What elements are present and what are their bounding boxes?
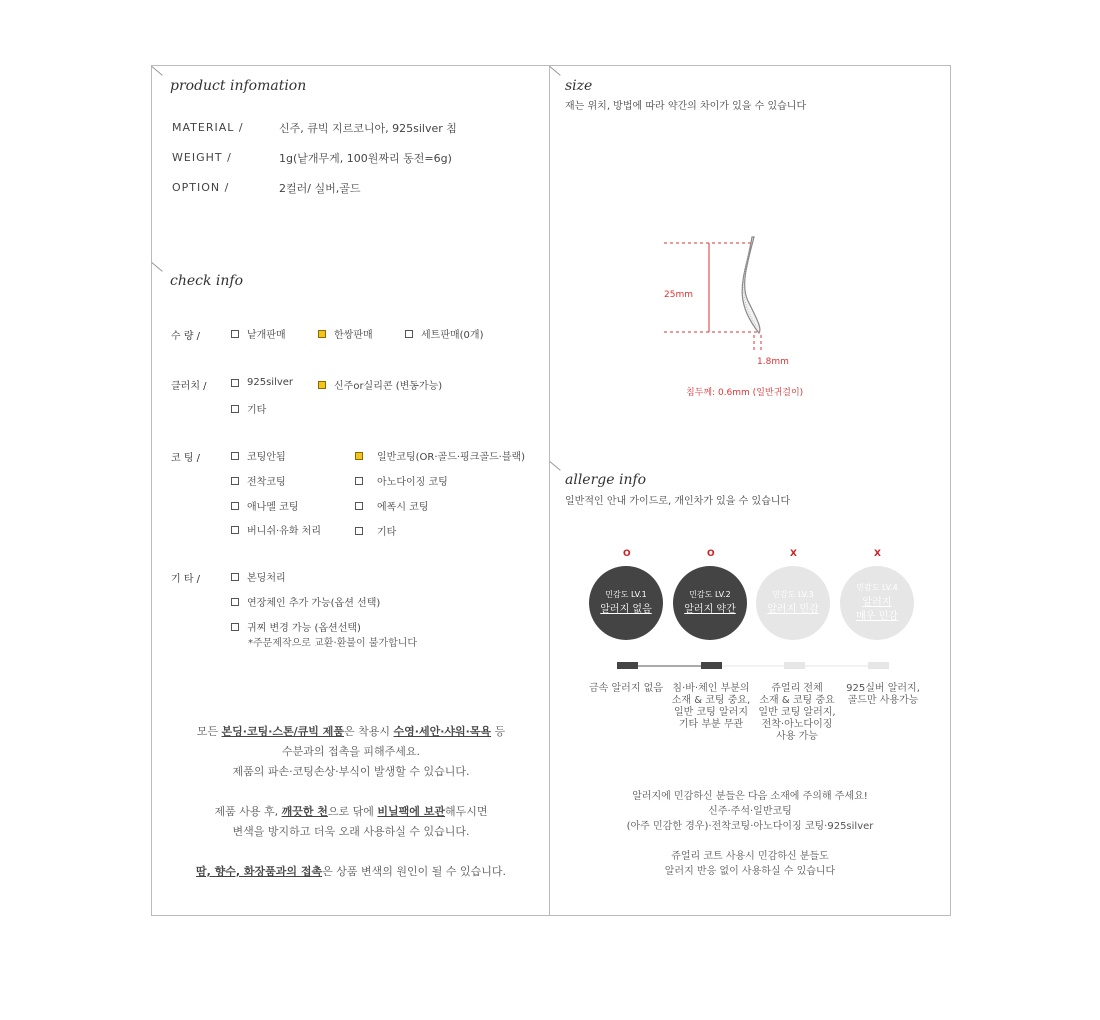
checkbox-icon	[355, 452, 363, 460]
warning-line: (아주 민감한 경우)·전착코팅·아노다이징 코팅·925silver	[626, 821, 874, 832]
custom-order-note: *주문제작으로 교환·환불이 불가합니다	[248, 638, 418, 649]
checkbox-icon	[231, 502, 239, 510]
checkbox-icon	[231, 598, 239, 606]
care-notice-1c: 제품의 파손·코팅손상·부식이 발생할 수 있습니다.	[232, 765, 470, 778]
level-desc: 알러지 민감	[767, 604, 819, 615]
detail-line: 일반 코팅 알러지	[674, 707, 748, 718]
allergy-title: allerge info	[565, 472, 647, 488]
option-label: OPTION /	[172, 181, 230, 194]
option-checkbox[interactable]	[355, 473, 448, 488]
level-desc: 매우 민감	[856, 611, 898, 622]
detail-line: 전착·아노다이징	[761, 719, 833, 730]
option-checkbox[interactable]	[405, 326, 483, 341]
level-1-detail	[584, 683, 668, 695]
option-checkbox[interactable]	[231, 619, 361, 634]
care-emphasis: 땀, 향수, 화장품과의 접촉	[196, 865, 323, 878]
checkbox-icon	[355, 477, 363, 485]
checkbox-icon	[405, 330, 413, 338]
detail-line: 골드만 사용가능	[847, 695, 919, 706]
height-dimension-label: 25mm	[664, 290, 693, 300]
option-checkbox[interactable]	[355, 448, 525, 463]
corner-notch	[549, 461, 560, 471]
jewelry-coat-tip	[550, 849, 950, 879]
weight-label: WEIGHT /	[172, 151, 232, 164]
detail-line: 쥬얼리 전체	[771, 683, 823, 694]
tip-line: 쥬얼리 코트 사용시 민감하신 분들도	[671, 851, 829, 862]
care-emphasis: 깨끗한 천	[281, 805, 328, 818]
allergy-subtitle: 일반적인 안내 가이드로, 개인차가 있을 수 있습니다	[565, 496, 791, 507]
detail-line: 925실버 알러지,	[846, 683, 920, 694]
care-notice-1	[151, 723, 551, 739]
checkbox-icon	[231, 379, 239, 387]
corner-notch	[151, 262, 162, 272]
care-text: 등	[491, 725, 506, 738]
tip-line: 알러지 반응 없이 사용하실 수 있습니다	[664, 866, 836, 877]
sensitivity-level-4	[840, 566, 914, 640]
corner-notch	[151, 66, 162, 76]
detail-line: 일반 코팅 알러지,	[758, 707, 836, 718]
level-mark: X	[874, 549, 881, 559]
allergy-warning	[550, 789, 950, 834]
option-label: 연장체인 추가 가능(옵션 선택)	[247, 598, 381, 609]
option-label: 버니쉬·유화 처리	[247, 526, 321, 537]
care-text: 해두시면	[445, 805, 488, 818]
material-label: MATERIAL /	[172, 121, 244, 134]
detail-line: 침·바·체인 부분의	[672, 683, 750, 694]
option-checkbox[interactable]	[231, 522, 321, 537]
care-notice-3	[151, 863, 551, 879]
post-label: 클러치 /	[171, 381, 207, 392]
option-checkbox[interactable]	[231, 473, 286, 488]
size-title: size	[565, 78, 593, 94]
care-text: 제품 사용 후,	[214, 805, 282, 818]
option-checkbox[interactable]	[231, 569, 286, 584]
level-label: 민감도 LV.4	[856, 583, 898, 592]
care-notice-1b: 수분과의 접촉을 피해주세요.	[281, 745, 420, 758]
level-mark: O	[707, 549, 715, 559]
option-checkbox[interactable]	[355, 523, 396, 538]
option-label: 본딩처리	[247, 573, 286, 584]
weight-value: 1g(낱개무게, 100원짜리 동전=6g)	[279, 152, 452, 165]
etc-label: 기 타 /	[171, 574, 201, 585]
level-desc: 알러지	[862, 597, 892, 608]
level-desc: 알러지 약간	[684, 604, 736, 615]
size-subtitle: 재는 위치, 방법에 따라 약간의 차이가 있을 수 있습니다	[565, 101, 807, 112]
option-label: 낱개판매	[247, 330, 286, 341]
option-label: 아노다이징 코팅	[377, 477, 448, 488]
care-text: 은 상품 변색의 원인이 될 수 있습니다.	[322, 865, 506, 878]
width-dimension-label: 1.8mm	[757, 357, 789, 367]
checkbox-icon	[231, 623, 239, 631]
pin-thickness-label: 침두께: 0.6mm (일반귀걸이)	[686, 388, 804, 398]
care-emphasis: 비닐팩에 보관	[377, 805, 446, 818]
level-label: 민감도 LV.2	[689, 590, 731, 599]
sensitivity-level-1	[589, 566, 663, 640]
product-info-title: product infomation	[170, 78, 307, 94]
sensitivity-scale	[610, 660, 910, 672]
checkbox-icon	[318, 330, 326, 338]
quantity-label: 수 량 /	[171, 331, 201, 342]
detail-line: 소재 & 코팅 중요,	[671, 695, 751, 706]
option-checkbox[interactable]	[231, 594, 380, 609]
option-value: 2컬러/ 실버,골드	[279, 182, 361, 195]
checkbox-icon	[318, 381, 326, 389]
option-label: 일반코팅(OR·골드·핑크골드·블랙)	[377, 452, 526, 463]
detail-line: 기타 부분 무관	[678, 719, 744, 730]
warning-line: 알러지에 민감하신 분들은 다음 소재에 주의해 주세요!	[632, 791, 868, 802]
level-desc: 알러지 없음	[600, 604, 652, 615]
option-checkbox[interactable]	[231, 326, 286, 341]
checkbox-icon	[231, 477, 239, 485]
detail-line: 사용 가능	[776, 731, 818, 742]
option-label: 신주or실리콘 (변동가능)	[334, 381, 443, 392]
care-emphasis: 수영·세안·샤워·목욕	[393, 725, 492, 738]
sensitivity-level-2	[673, 566, 747, 640]
level-label: 민감도 LV.1	[605, 590, 647, 599]
option-checkbox[interactable]	[231, 377, 293, 388]
option-checkbox[interactable]	[355, 498, 428, 513]
level-label: 민감도 LV.3	[772, 590, 814, 599]
option-label: 에폭시 코팅	[377, 502, 429, 513]
care-text: 모든	[196, 725, 222, 738]
care-text: 은 착용시	[344, 725, 394, 738]
checkbox-icon	[231, 526, 239, 534]
care-text: 으로 닦에	[327, 805, 378, 818]
corner-notch	[549, 66, 560, 76]
level-4-detail	[841, 683, 925, 707]
option-checkbox[interactable]	[231, 401, 266, 416]
option-label: 925silver	[247, 377, 294, 388]
sensitivity-level-3	[756, 566, 830, 640]
care-notice-2	[151, 803, 551, 819]
warning-line: 신주·주석·일반코팅	[708, 806, 792, 817]
checkbox-icon	[355, 527, 363, 535]
option-label: 귀찌 변경 가능 (옵션선택)	[247, 623, 361, 634]
checkbox-icon	[231, 330, 239, 338]
level-2-detail	[669, 683, 753, 731]
option-label: 전착코팅	[247, 477, 286, 488]
checkbox-icon	[231, 452, 239, 460]
option-checkbox[interactable]	[231, 498, 298, 513]
care-emphasis: 본딩·코팅·스톤/큐빅 제품	[221, 725, 345, 738]
level-mark: O	[623, 549, 631, 559]
care-notice-2b: 변색을 방지하고 더욱 오래 사용하실 수 있습니다.	[232, 825, 470, 838]
material-value: 신주, 큐빅 지르코니아, 925silver 침	[279, 122, 457, 135]
level-mark: X	[790, 549, 797, 559]
level-3-detail	[755, 683, 839, 743]
option-checkbox[interactable]	[318, 377, 442, 392]
option-label: 한쌍판매	[334, 330, 373, 341]
option-checkbox[interactable]	[318, 326, 373, 341]
checkbox-icon	[355, 502, 363, 510]
coating-label: 코 팅 /	[171, 453, 201, 464]
option-label: 세트판매(0개)	[421, 330, 484, 341]
option-label: 애나멜 코팅	[247, 502, 299, 513]
check-info-title: check info	[170, 273, 244, 289]
checkbox-icon	[231, 405, 239, 413]
option-label: 기타	[247, 405, 267, 416]
option-checkbox[interactable]	[231, 448, 286, 463]
detail-line: 금속 알러지 없음	[589, 683, 663, 694]
option-label: 기타	[377, 527, 397, 538]
checkbox-icon	[231, 573, 239, 581]
option-label: 코팅안됨	[247, 452, 286, 463]
detail-line: 소재 & 코팅 중요	[759, 695, 835, 706]
earring-image	[742, 237, 760, 333]
earring-size-diagram	[650, 225, 850, 405]
